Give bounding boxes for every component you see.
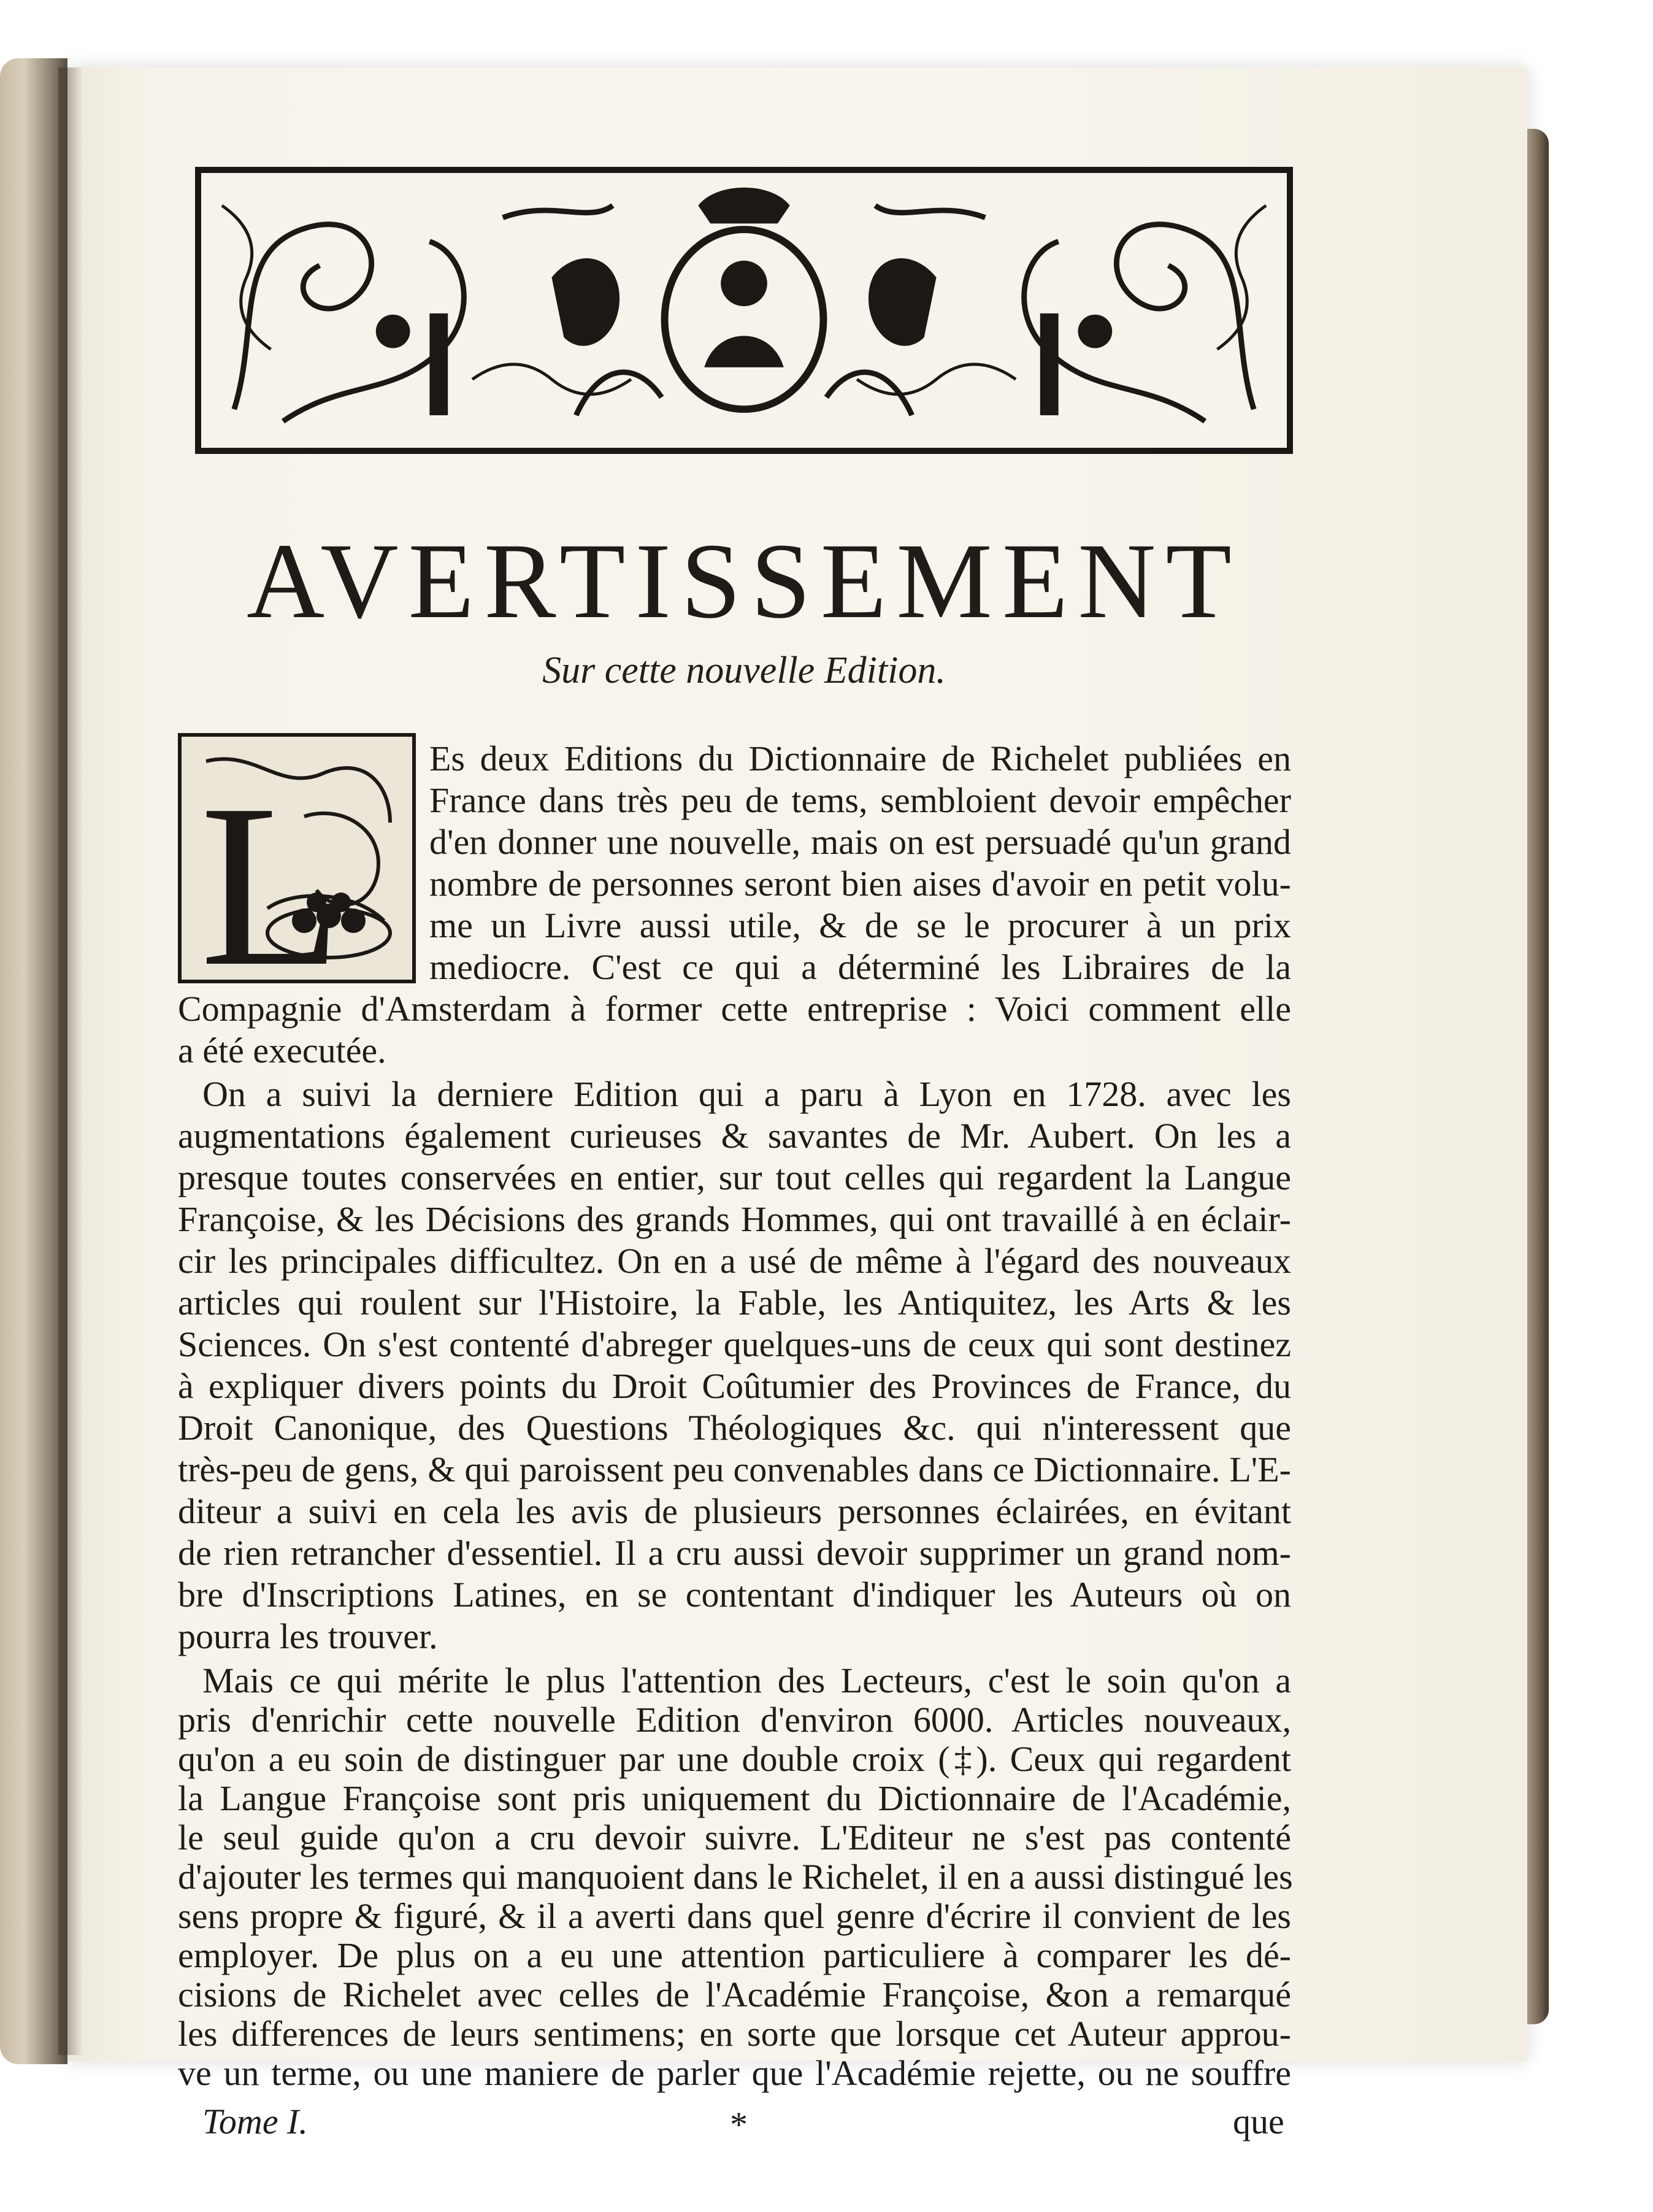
text-line: presque toutes conservées en entier, sur tout celles qui regardent la Langue [178, 1158, 1291, 1197]
drop-cap-engraving [182, 737, 412, 980]
spine-shadow [58, 67, 83, 2055]
text-line: Compagnie d'Amsterdam à former cette entreprise : Voici comment elle [178, 989, 1291, 1029]
text-line: sens propre & figuré, & il a averti dans quel genre d'écrire il convient de les [178, 1896, 1291, 1936]
text-line: me un Livre aussi utile, & de se le procurer à un prix [429, 905, 1291, 945]
book-left-pages [0, 58, 67, 2064]
drop-cap-letter: L [200, 756, 343, 980]
text-line: augmentations également curieuses & savantes de Mr. Aubert. On les a [178, 1116, 1291, 1156]
text-line: articles qui roulent sur l'Histoire, la Fable, les Antiquitez, les Arts & les [178, 1283, 1291, 1323]
catchword: que [1233, 2102, 1284, 2141]
text-line: Françoise, & les Décisions des grands Hommes, qui ont travaillé à en éclair- [178, 1199, 1291, 1239]
text-line: Es deux Editions du Dictionnaire de Richelet publiées en [429, 739, 1291, 778]
text-line: diteur a suivi en cela les avis de plusieurs personnes éclairées, en évitant [178, 1491, 1291, 1531]
text-line: pris d'enrichir cette nouvelle Edition d'environ 6000. Articles nouveaux, [178, 1700, 1291, 1740]
headpiece-engraving [210, 182, 1278, 439]
text-line: très-peu de gens, & qui paroissent peu convenables dans ce Dictionnaire. L'E- [178, 1450, 1291, 1489]
text-line: Droit Canonique, des Questions Théologiques &c. qui n'interessent que [178, 1408, 1291, 1448]
text-line: nombre de personnes seront bien aises d'avoir en petit volu- [429, 864, 1291, 904]
page-subtitle: Sur cette nouvelle Edition. [542, 650, 946, 691]
ornamental-headpiece [195, 167, 1293, 454]
page-title: AVERTISSEMENT [247, 521, 1241, 641]
text-line: de rien retrancher d'essentiel. Il a cru aussi devoir supprimer un grand nom- [178, 1533, 1291, 1573]
text-line: Sciences. On s'est contenté d'abreger quelques-uns de ceux qui sont destinez [178, 1324, 1291, 1364]
text-line: employer. De plus on a eu une attention particuliere à comparer les dé- [178, 1935, 1291, 1975]
text-line: cisions de Richelet avec celles de l'Académie Françoise, &on a remarqué [178, 1975, 1291, 2014]
text-line: ve un terme, ou une maniere de parler que l'Académie rejette, ou ne souffre [178, 2053, 1291, 2093]
text-line: d'ajouter les termes qui manquoient dans le Richelet, il en a aussi distingué les [178, 1857, 1293, 1897]
text-line: a été executée. [178, 1031, 386, 1070]
text-line: qu'on a eu soin de distinguer par une double croix (‡). Ceux qui regardent [178, 1739, 1291, 1779]
text-line: la Langue Françoise sont pris uniquement du Dictionnaire de l'Académie, [178, 1778, 1291, 1818]
drop-cap [178, 733, 416, 983]
text-line: bre d'Inscriptions Latines, en se contentant d'indiquer les Auteurs où on [178, 1575, 1291, 1615]
text-line: à expliquer divers points du Droit Coûtumier des Provinces de France, du [178, 1366, 1291, 1406]
text-line: On a suivi la derniere Edition qui a paru à Lyon en 1728. avec les [202, 1074, 1291, 1114]
signature-mark: * [730, 2105, 748, 2145]
text-line: cir les principales difficultez. On en a usé de même à l'égard des nouveaux [178, 1241, 1291, 1281]
text-line: les differences de leurs sentimens; en sorte que lorsque cet Auteur approu- [178, 2014, 1291, 2054]
text-line: le seul guide qu'on a cru devoir suivre. L'Editeur ne s'est pas contenté [178, 1818, 1291, 1857]
volume-label: Tome I. [202, 2102, 308, 2141]
text-line: mediocre. C'est ce qui a déterminé les Libraires de la [429, 947, 1291, 987]
text-line: Mais ce qui mérite le plus l'attention des Lecteurs, c'est le soin qu'on a [202, 1661, 1291, 1700]
text-line: d'en donner une nouvelle, mais on est persuadé qu'un grand [429, 822, 1291, 862]
text-line: pourra les trouver. [178, 1616, 438, 1656]
text-line: France dans très peu de tems, sembloient devoir empêcher [429, 780, 1291, 820]
